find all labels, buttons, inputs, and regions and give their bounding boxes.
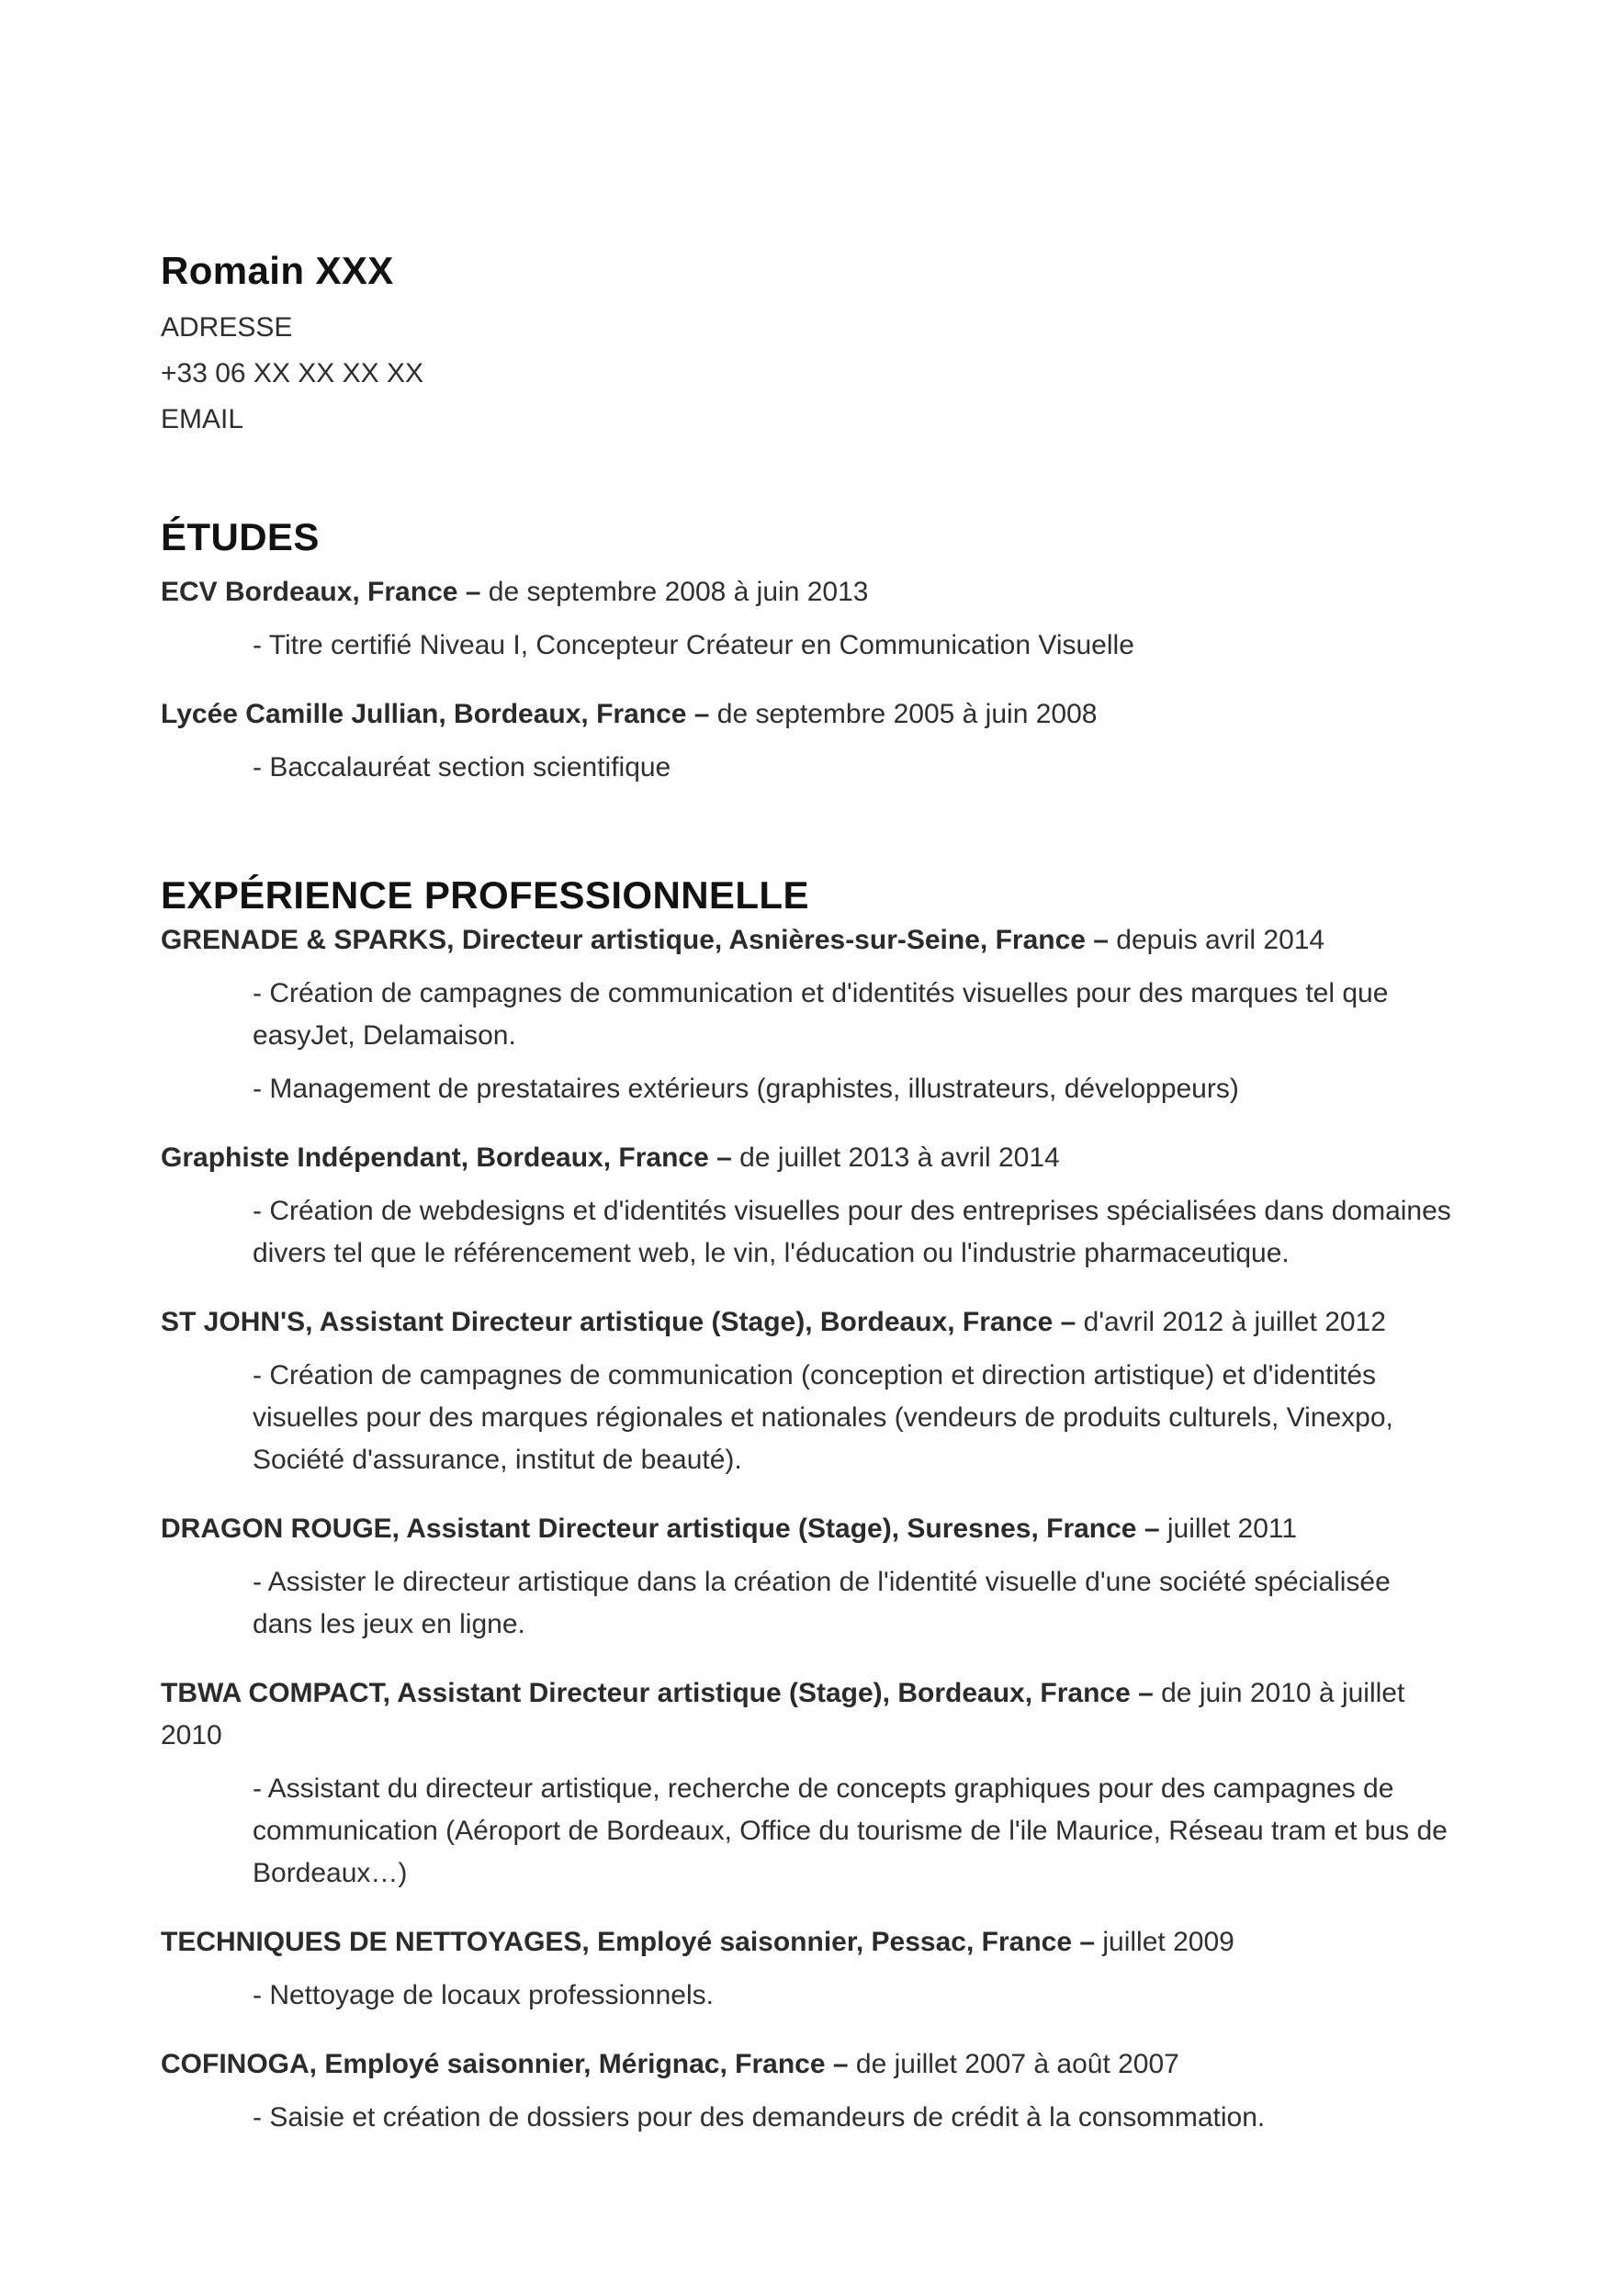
entry-bullet: - Création de campagnes de communication (conception et direction artistique) et d'identités visuelles pour des marques régionales et nationales (vendeurs de produits culturels, Vinexpo, Société d'assurance, institut de beauté).	[253, 1360, 1393, 1475]
entry-organization: ECV Bordeaux, France –	[161, 577, 481, 607]
entry-date: d'avril 2012 à juillet 2012	[1076, 1307, 1386, 1337]
entry-heading	[161, 1508, 1458, 1550]
section-entries	[161, 919, 1458, 2139]
section-etudes	[161, 513, 1458, 789]
entry-bullet: - Création de campagnes de communication et d'identités visuelles pour des marques tel que easyJet, Delamaison.	[253, 978, 1389, 1051]
resume-entry	[161, 1508, 1458, 1646]
contact-line-phone: +33 06 XX XX XX XX	[161, 358, 424, 388]
entry-organization: GRENADE & SPARKS, Directeur artistique, Asnières-sur-Seine, France –	[161, 925, 1109, 955]
resume-entry	[161, 1137, 1458, 1275]
resume-entry	[161, 1301, 1458, 1481]
resume-sections	[161, 513, 1458, 2139]
contact-line-address: ADRESSE	[161, 312, 293, 343]
entry-organization: Graphiste Indépendant, Bordeaux, France –	[161, 1142, 732, 1173]
entry-bullet: - Assistant du directeur artistique, recherche de concepts graphiques pour des campagnes de communication (Aéroport de Bordeaux, Office du tourisme de l'ile Maurice, Réseau tram et bus de Bordeaux…)	[253, 1773, 1448, 1888]
resume-entry	[161, 1921, 1458, 2017]
section-title-etudes: ÉTUDES	[161, 515, 320, 558]
entry-bullet: - Assister le directeur artistique dans la création de l'identité visuelle d'une société spécialisée dans les jeux en ligne.	[253, 1567, 1391, 1639]
entry-heading	[161, 1921, 1458, 1964]
entry-heading	[161, 919, 1458, 962]
resume-entry	[161, 2043, 1458, 2139]
entry-organization: COFINOGA, Employé saisonnier, Mérignac, France –	[161, 2049, 849, 2079]
entry-heading	[161, 1672, 1458, 1757]
entry-heading	[161, 571, 1458, 613]
resume-header	[161, 247, 1458, 443]
entry-bullet: - Titre certifié Niveau I, Concepteur Créateur en Communication Visuelle	[253, 630, 1134, 660]
entry-bullet: - Saisie et création de dossiers pour des demandeurs de crédit à la consommation.	[253, 2102, 1266, 2133]
entry-organization: Lycée Camille Jullian, Bordeaux, France –	[161, 699, 710, 729]
entry-bullet: - Baccalauréat section scientifique	[253, 752, 671, 782]
entry-bullet: - Création de webdesigns et d'identités visuelles pour des entreprises spécialisées dans domaines divers tel que le référencement web, le vin, l'éducation ou l'industrie pharmaceutique.	[253, 1196, 1451, 1268]
entry-date: juillet 2011	[1159, 1514, 1298, 1544]
resume-entry	[161, 571, 1458, 667]
entry-date: de juillet 2007 à août 2007	[848, 2049, 1179, 2079]
contact-line-email: EMAIL	[161, 404, 244, 434]
entry-heading	[161, 1137, 1458, 1179]
person-name: Romain XXX	[161, 249, 394, 292]
entry-heading	[161, 2043, 1458, 2086]
entry-date: de septembre 2005 à juin 2008	[709, 699, 1098, 729]
resume-entry	[161, 1672, 1458, 1895]
entry-organization: TBWA COMPACT, Assistant Directeur artistique (Stage), Bordeaux, France –	[161, 1678, 1154, 1708]
entry-date: depuis avril 2014	[1108, 925, 1325, 955]
contact-block	[161, 305, 1458, 443]
section-title-experience-professionnelle: EXPÉRIENCE PROFESSIONNELLE	[161, 873, 809, 917]
entry-date: de septembre 2008 à juin 2013	[480, 577, 869, 607]
entry-organization: ST JOHN'S, Assistant Directeur artistique (Stage), Bordeaux, France –	[161, 1307, 1076, 1337]
entry-bullet: - Nettoyage de locaux professionnels.	[253, 1980, 714, 2010]
entry-heading	[161, 693, 1458, 736]
entry-date: de juin 2010 à juillet 2010	[161, 1678, 1405, 1750]
entry-date: juillet 2009	[1095, 1927, 1234, 1957]
entry-organization: DRAGON ROUGE, Assistant Directeur artistique (Stage), Suresnes, France –	[161, 1514, 1160, 1544]
entry-bullet: - Management de prestataires extérieurs (graphistes, illustrateurs, développeurs)	[253, 1074, 1239, 1104]
resume-entry	[161, 919, 1458, 1110]
resume-entry	[161, 693, 1458, 789]
entry-date: de juillet 2013 à avril 2014	[731, 1142, 1060, 1173]
section-experience-professionnelle	[161, 872, 1458, 2139]
entry-organization: TECHNIQUES DE NETTOYAGES, Employé saisonnier, Pessac, France –	[161, 1927, 1096, 1957]
entry-heading	[161, 1301, 1458, 1344]
section-entries	[161, 571, 1458, 789]
